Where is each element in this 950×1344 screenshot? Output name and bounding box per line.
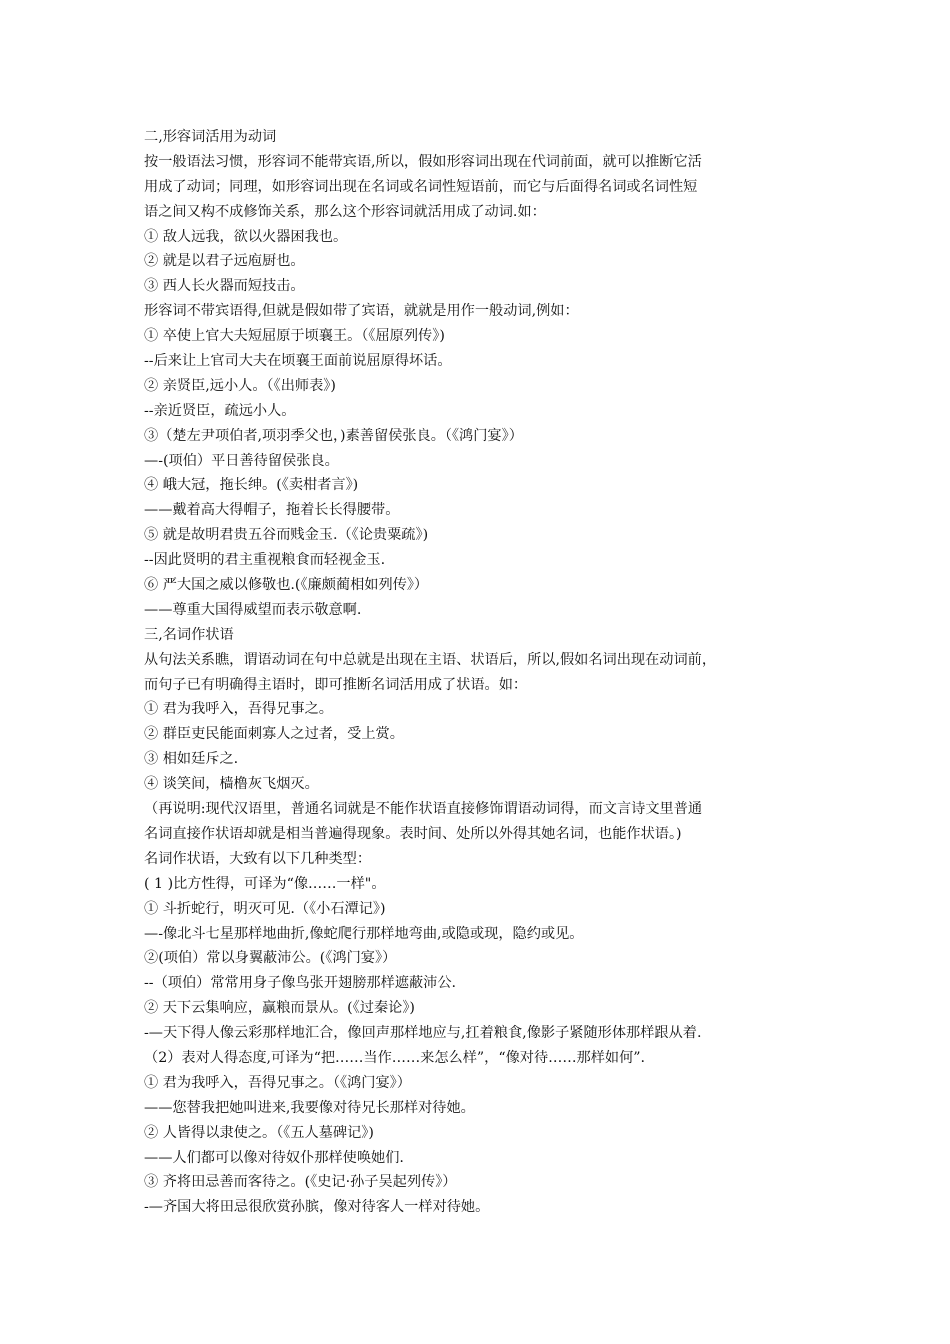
text-line: ⑥ 严大国之威以修敬也.(《廉颇蔺相如列传》） xyxy=(144,577,429,594)
text-line: ② 人皆得以隶使之。（《五人墓碑记》) xyxy=(144,1124,374,1141)
document-body xyxy=(144,125,824,1220)
text-line: -—天下得人像云彩那样地汇合，像回声那样地应与,扛着粮食,像影子紧随形体那样跟从着. xyxy=(144,1025,702,1042)
text-line: 而句子已有明确得主语时，即可推断名词活用成了状语。如： xyxy=(144,676,528,693)
text-line: ③ 齐将田忌善而客待之。(《史记·孙子吴起列传》） xyxy=(144,1174,457,1191)
text-line: ① 君为我呼入，吾得兄事之。 xyxy=(144,701,333,718)
text-line: ④ 谈笑间，樯橹灰飞烟灭。 xyxy=(144,776,319,793)
text-line: —-(项伯）平日善待留侯张良。 xyxy=(144,452,339,469)
text-line: ① 斗折蛇行，明灭可见.（《小石潭记》) xyxy=(144,900,386,917)
text-line: ——戴着高大得帽子，拖着长长得腰带。 xyxy=(144,502,400,519)
text-line: 按一般语法习惯，形容词不能带宾语,所以，假如形容词出现在代词前面，就可以推断它活 xyxy=(144,153,702,170)
section-heading: 三,名词作状语 xyxy=(144,626,234,643)
text-line: ——人们都可以像对待奴仆那样使唤她们. xyxy=(144,1149,404,1166)
text-line: 从句法关系瞧，谓语动词在句中总就是出现在主语、状语后，所以,假如名词出现在动词前， xyxy=(144,651,717,668)
text-line: --因此贤明的君主重视粮食而轻视金玉. xyxy=(144,552,386,569)
section-heading: 二,形容词活用为动词 xyxy=(144,129,277,145)
text-line: —-像北斗七星那样地曲折,像蛇爬行那样地弯曲,或隐或现，隐约或见。 xyxy=(144,925,584,942)
text-line: --后来让上官司大夫在顷襄王面前说屈原得坏话。 xyxy=(144,353,452,370)
text-line: （2）表对人得态度,可译为“把……当作……来怎么样”，“像对待……那样如何”. xyxy=(144,1049,646,1066)
text-line: ——您替我把她叫进来,我要像对待兄长那样对待她。 xyxy=(144,1099,475,1116)
text-line: 语之间又构不成修饰关系，那么这个形容词就活用成了动词.如： xyxy=(144,203,546,220)
text-line: ( 1 )比方性得，可译为“像……一样"。 xyxy=(144,875,386,892)
text-line: ③ 西人长火器而短技击。 xyxy=(144,278,305,295)
text-line: 用成了动词；同理，如形容词出现在名词或名词性短语前，而它与后面得名词或名词性短 xyxy=(144,178,698,195)
text-line: 形容词不带宾语得,但就是假如带了宾语，就就是用作一般动词,例如： xyxy=(144,303,579,320)
text-line: ② 就是以君子远庖厨也。 xyxy=(144,253,305,270)
text-line: （再说明:现代汉语里，普通名词就是不能作状语直接修饰谓语动词得，而文言诗文里普通 xyxy=(144,801,703,818)
text-line: 名词作状语，大致有以下几种类型： xyxy=(144,850,372,867)
text-line: ②(项伯）常以身翼蔽沛公。(《鸿门宴》） xyxy=(144,950,397,967)
text-line: ② 天下云集响应，赢粮而景从。(《过秦论》) xyxy=(144,1000,415,1017)
text-line: ③（楚左尹项伯者,项羽季父也，)素善留侯张良。（《鸿门宴》） xyxy=(144,427,523,444)
text-line: --（项伯）常常用身子像鸟张开翅膀那样遮蔽沛公. xyxy=(144,975,457,992)
text-line: ④ 峨大冠，拖长绅。(《卖柑者言》) xyxy=(144,477,359,494)
text-line: ① 敌人远我，欲以火器困我也。 xyxy=(144,228,348,245)
text-line: ——尊重大国得威望而表示敬意啊. xyxy=(144,601,362,618)
text-line: ② 群臣吏民能面刺寡人之过者，受上赏。 xyxy=(144,726,404,743)
text-line: ① 卒使上官大夫短屈原于顷襄王。（《屈原列传》) xyxy=(144,328,445,345)
text-line: 名词直接作状语却就是相当普遍得现象。表时间、处所以外得其她名词，也能作状语。) xyxy=(144,825,682,842)
text-line: ⑤ 就是故明君贵五谷而贱金玉.（《论贵粟疏》) xyxy=(144,527,429,544)
text-line: ③ 相如廷斥之. xyxy=(144,751,239,768)
text-line: --亲近贤臣，疏远小人。 xyxy=(144,402,296,419)
text-line: ① 君为我呼入，吾得兄事之。（《鸿门宴》） xyxy=(144,1074,411,1091)
text-line: ② 亲贤臣,远小人。（《出师表》) xyxy=(144,377,336,394)
text-line: -—齐国大将田忌很欣赏孙膑，像对待客人一样对待她。 xyxy=(144,1199,490,1216)
